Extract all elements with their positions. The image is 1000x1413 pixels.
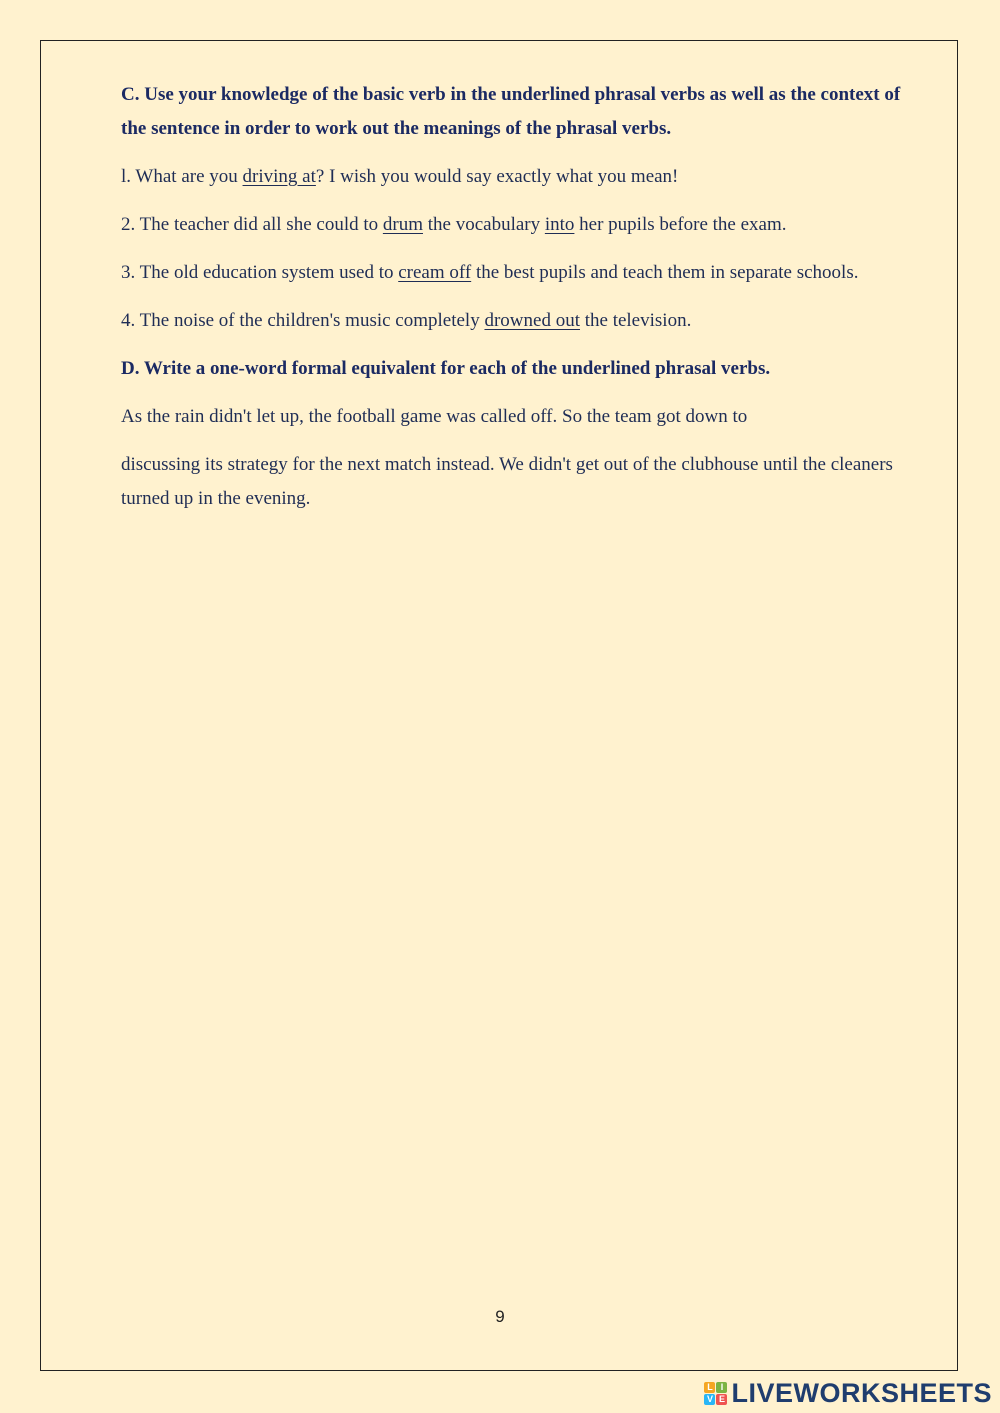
brand-logo-icon	[704, 1382, 727, 1405]
phrasal-verb-drowned-out: drowned out	[484, 310, 580, 331]
question-3	[121, 256, 921, 290]
question-2-text-mid: the vocabulary	[422, 214, 545, 235]
logo-letter-e: E	[716, 1394, 727, 1405]
section-d-heading: D. Write a one-word formal equivalent for each of the underlined phrasal verbs.	[121, 358, 771, 379]
question-4-text: 4. The noise of the children's music completely	[121, 310, 485, 331]
phrasal-verb-driving-at: driving at	[242, 166, 316, 187]
worksheet-content	[121, 78, 921, 516]
logo-letter-l: L	[704, 1382, 715, 1393]
question-4-text-end: the television.	[579, 310, 692, 331]
question-1	[121, 160, 921, 194]
logo-letter-v: V	[704, 1394, 715, 1405]
page-number: 9	[495, 1307, 505, 1326]
question-2	[121, 208, 921, 242]
phrasal-verb-drum: drum	[382, 214, 423, 235]
liveworksheets-brand[interactable]	[704, 1377, 992, 1409]
question-2-text: 2. The teacher did all she could to	[121, 214, 383, 235]
section-d-paragraph-1: As the rain didn't let up, the football game was called off. So the team got down to	[121, 406, 748, 427]
question-1-text-end: ? I wish you would say exactly what you mean!	[315, 166, 679, 187]
question-3-text-end: the best pupils and teach them in separate schools.	[471, 262, 859, 283]
question-3-text: 3. The old education system used to	[121, 262, 399, 283]
question-1-text: l. What are you	[121, 166, 243, 187]
section-d-paragraph-2: discussing its strategy for the next match instead. We didn't get out of the clubhouse until the cleaners turned up in the evening.	[121, 454, 893, 509]
phrasal-verb-cream-off: cream off	[398, 262, 472, 283]
brand-text: LIVEWORKSHEETS	[731, 1377, 992, 1408]
phrasal-verb-into: into	[544, 214, 575, 235]
question-2-text-end: her pupils before the exam.	[574, 214, 787, 235]
section-c-heading: C. Use your knowledge of the basic verb in the underlined phrasal verbs as well as the context of the sentence in order to work out the meanings of the phrasal verbs.	[121, 84, 901, 139]
question-4	[121, 304, 921, 338]
logo-letter-i: I	[716, 1382, 727, 1393]
